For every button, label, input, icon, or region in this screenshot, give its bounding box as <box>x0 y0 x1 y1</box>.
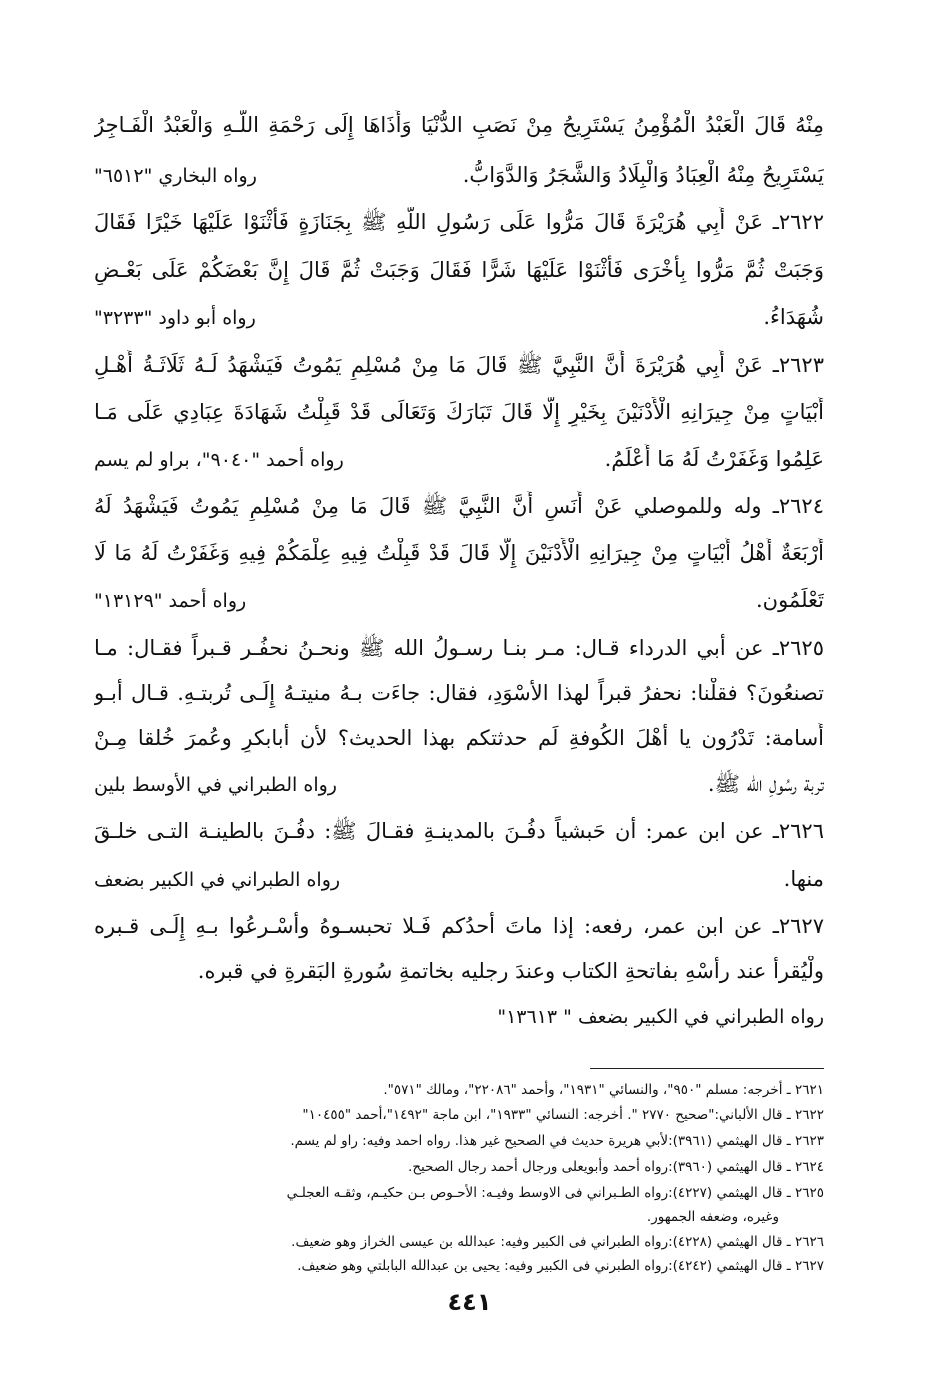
footnote-divider <box>590 1068 824 1069</box>
hadith-source: رواه البخاري "٦٥١٢" <box>94 165 257 187</box>
footnote-2627: ٢٦٢٧ ـ قال الهيثمي (٤٢٤٢):رواه الطبرني فى الكبير وفيه: يحيى بن عبدالله البابلتي وهو ضعيف. <box>297 1258 824 1274</box>
hadith-source: رواه الطبراني في الأوسط بلين <box>94 774 337 796</box>
text-line-3: ٢٦٢٢ـ عَنْ أَبِي هُرَيْرَةَ قَالَ مَرُّوا عَلَى رَسُولِ اللَّهِ ﷺ بِجَنَازَةٍ فَأَثْنَوْا عَلَيْهَا خَيْرًا فَقَالَ <box>94 210 824 234</box>
hadith-source: رواه الطبراني في الكبير بضعف <box>94 869 341 891</box>
hadith-source: رواه أبو داود "٣٢٣٣" <box>94 307 256 329</box>
hadith-text: منها. <box>783 867 824 891</box>
text-line-16: ٢٦٢٦ـ عن ابن عمر: أن حَبشياً دفُـنَ بالمدينـةِ فقـالَ ﷺ: دفُـنَ بالطينـة التـى خلـقَ <box>94 819 824 843</box>
footnote-2625: ٢٦٢٥ ـ قال الهيثمي (٤٢٢٧):رواه الطـبراني فى الاوسط وفيـه: الأحـوص بـن حكيـم، وثقـه العجلـي <box>286 1185 824 1201</box>
footnote-2624: ٢٦٢٤ ـ قال الهيثمي (٣٩٦٠):رواه أحمد وأبويعلى ورجال أحمد رجال الصحيح. <box>408 1159 824 1175</box>
text-line-5 <box>94 302 824 333</box>
text-line-12: ٢٦٢٥ـ عن أبي الدرداء قـال: مـر بنـا رسـولُ الله ﷺ ونحـنُ نحفُـر قـبراً فقـال: مـا <box>94 636 824 660</box>
text-line-10: أَرْبَعَةٌ أَهْلُ أَبْيَاتٍ مِنْ جِيرَانِهِ الْأَدْنَيْنَ إِلَّا قَالَ قَدْ قَبِلْتُ فِيهِ عِلْمَكُمْ فِيهِ وَغَفَرْتُ لَهُ مَا لَا <box>94 541 824 565</box>
text-line-9: ٢٦٢٤ـ وله وللموصلي عَنْ أَنَسٍ أَنَّ النَّبِيَّ ﷺ قَالَ مَا مِنْ مُسْلِمٍ يَمُوتُ فَيَشْهَدُ لَهُ <box>94 494 824 518</box>
text-line-11 <box>94 585 824 616</box>
text-line-18: ٢٦٢٧ـ عن ابن عمر، رفعه: إذا ماتَ أحدُكم فَـلا تحبسـوهُ وأسْـرعُوا بـهِ إِلَـى قـبره <box>94 914 824 938</box>
footnote-2626: ٢٦٢٦ ـ قال الهيثمي (٤٢٢٨):رواه الطبراني فى الكبير وفيه: عبدالله بن عيسى الخراز وهو ضعيف. <box>291 1234 824 1250</box>
text-line-13: تصنعُونَ؟ فقلْنا: نحفرُ قبراً لهذا الأسْوَدِ، فقال: جاءَت بـهُ منيتـهُ إِلَـى تُربتـهِ. قـال أبـو <box>94 681 824 705</box>
text-line-17 <box>94 864 824 895</box>
page-number: ٤٤١ <box>447 1288 492 1316</box>
text-line-14: أُسامة: تَدْرُون يا أهْلَ الكُوفةِ لَم حدثتكم بهذا الحديث؟ لأن أبابكرٍ وعُمرَ خُلقا مِـنْ <box>94 726 824 750</box>
text-line-19: ولْيُقرأ عند رأسْهِ بفاتحةِ الكتاب وعندَ رجليه بخاتمةِ سُورةِ البَقرةِ في قبره. <box>197 959 824 983</box>
text-line-1: مِنْهُ قَالَ الْعَبْدُ الْمُؤْمِنُ يَسْتَرِيحُ مِنْ نَصَبِ الدُّنْيَا وَأَذَاهَا إِلَى رَحْمَةِ اللَّـهِ وَالْعَبْدُ الْفَـاجِرُ <box>94 113 824 137</box>
hadith-text: تَعْلَمُون. <box>755 588 824 612</box>
text-line-2 <box>94 160 824 191</box>
hadith-text: شُهَدَاءُ. <box>763 305 824 329</box>
hadith-text: عَلِمُوا وَغَفَرْتُ لَهُ مَا أَعْلَمُ. <box>604 447 824 471</box>
footnote-2622: ٢٦٢٢ ـ قال الألباني:"صحيح ٢٧٧٠ ". أخرجه: النسائي "١٩٣٣"، ابن ماجة "١٤٩٢"،أحمد "١٠٤٥٥" <box>302 1107 824 1123</box>
hadith-source: رواه أحمد "١٣١٢٩" <box>94 590 247 612</box>
text-line-7: أَبْيَاتٍ مِنْ جِيرَانِهِ الْأَدْنَيْنَ بِخَيْرٍ إِلَّا قَالَ تَبَارَكَ وَتَعَالَى قَدْ قَبِلْتُ شَهَادَةَ عِبَادِي عَلَى مَـا <box>94 400 824 424</box>
text-line-15 <box>94 769 824 800</box>
text-line-8 <box>94 444 824 475</box>
text-line-4: وَجَبَتْ ثُمَّ مَرُّوا بِأُخْرَى فَأَثْنَوْا عَلَيْهَا شَرًّا فَقَالَ وَجَبَتْ ثُمَّ قَالَ إِنَّ بَعْضَكُمْ عَلَى بَعْـضٍ <box>94 258 824 282</box>
hadith-source: رواه الطبراني في الكبير بضعف " ١٣٦١٣" <box>497 1006 824 1028</box>
footnote-2625-continued: وغيره، وضعفه الجمهور. <box>646 1209 779 1225</box>
text-line-6: ٢٦٢٣ـ عَنْ أَبِي هُرَيْرَةَ أَنَّ النَّبِيَّ ﷺ قَالَ مَا مِنْ مُسْلِمٍ يَمُوتُ فَيَشْهَدُ لَـهُ ثَلَاثَـةُ أَهْـلِ <box>94 353 824 377</box>
hadith-text: تربة رسُولِ الله ﷺ. <box>707 772 824 796</box>
hadith-text: يَسْتَرِيحُ مِنْهُ الْعِبَادُ وَالْبِلَادُ وَالشَّجَرُ وَالدَّوَابُّ. <box>462 163 824 187</box>
footnote-2621: ٢٦٢١ ـ أخرجه: مسلم "٩٥٠"، والنسائي "١٩٣١"، وأحمد "٢٢٠٨٦"، ومالك "٥٧١". <box>383 1082 824 1098</box>
hadith-source: رواه أحمد "٩٠٤٠"، براو لم يسم <box>94 449 344 471</box>
footnote-2623: ٢٦٢٣ ـ قال الهيثمي (٣٩٦١):لأبي هريرة حديث في الصحيح غير هذا. رواه احمد وفيه: راو لم يسم. <box>290 1133 824 1149</box>
